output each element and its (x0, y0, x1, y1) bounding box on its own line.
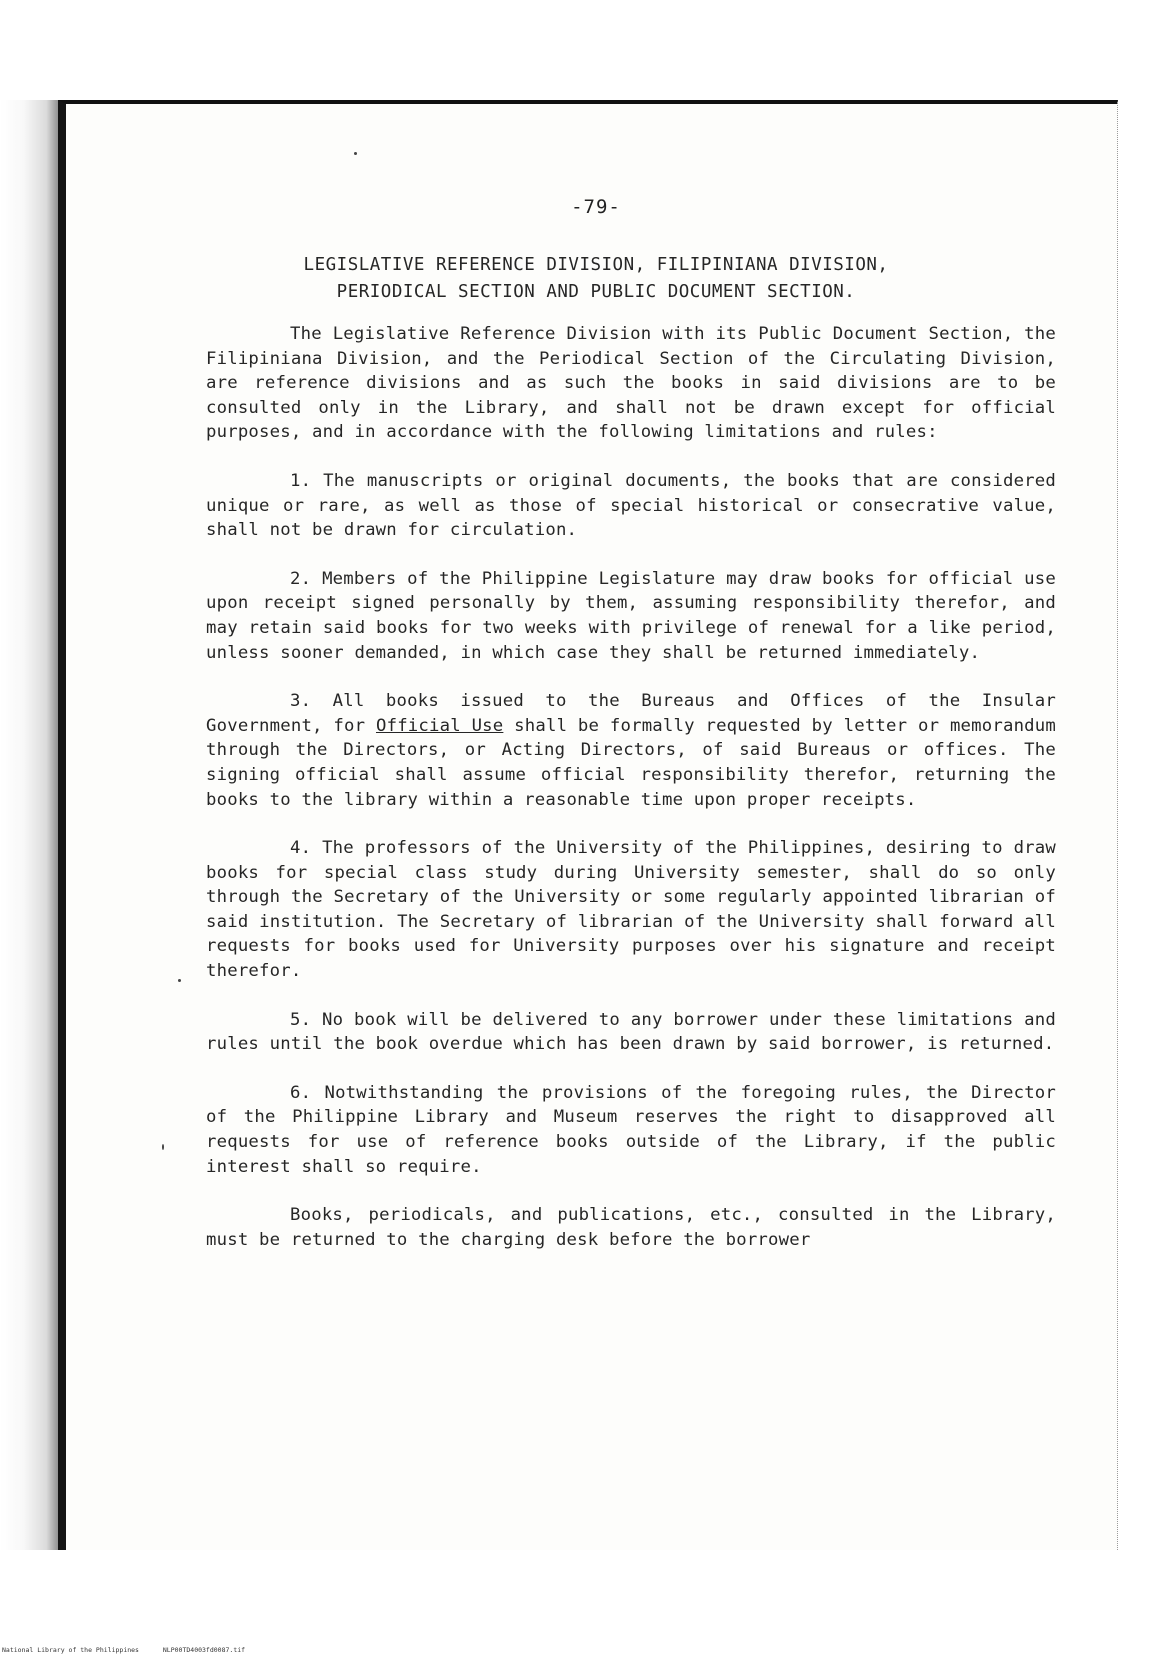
footer-file-id: NLP00TD4003fd0087.tif (162, 1646, 246, 1654)
intro-paragraph: The Legislative Reference Division with its Public Document Section, the Filipiniana Division, and the Periodical Section of the Circulating Division, are reference divisions and as such the books in said divisions are to be consulted only in the Library, and shall not be drawn except for official purposes, and in accordance with the following limitations and rules: (206, 324, 1056, 443)
rule-number: 4. (290, 838, 312, 859)
rule-1 (206, 469, 1056, 543)
rule-2 (206, 567, 1056, 665)
scan-binding-shadow (0, 100, 58, 1550)
rule-text: The manuscripts or original documents, the books that are considered unique or rare, as well as those of special historical or consecrative value, shall not be drawn for circulation. (206, 470, 1056, 541)
rule-number: 2. (290, 568, 312, 589)
rule-4 (206, 836, 1056, 984)
official-use-emphasis: Official Use (375, 715, 504, 736)
scan-speck (178, 979, 181, 982)
scan-speck (354, 152, 357, 155)
rule-6 (206, 1081, 1056, 1179)
scan-footer (2, 1646, 265, 1654)
rule-text: The professors of the University of the Philippines, desiring to draw books for special class study during University semester, shall do so only through the Secretary of the University or some regularly appointed librarian of said institution. The Secretary of librarian of the University shall forward all requests for books used for University purposes over his signature and receipt therefor. (206, 838, 1056, 982)
page-number: -79- (571, 196, 621, 218)
rule-5 (206, 1008, 1056, 1057)
rule-text: No book will be delivered to any borrower under these limitations and rules until the book overdue which has been drawn by said borrower, is returned. (206, 1009, 1056, 1055)
closing-paragraph: Books, periodicals, and publications, etc., consulted in the Library, must be returned to the charging desk before the borrower (206, 1205, 1056, 1250)
rule-text-continued: shall be formally requested by letter or memorandum through the Directors, or Acting Directors, of said Bureaus or offices. The signing official shall assume official responsibility therefor, returning the books to the library within a reasonable time upon proper receipts. (206, 715, 1056, 810)
document-page (58, 100, 1118, 1550)
rule-text: Notwithstanding the provisions of the foregoing rules, the Director of the Philippine Library and Museum reserves the right to disapproved all requests for use of reference books outside of the Library, if the public interest shall so require. (206, 1082, 1057, 1177)
heading-line-2: PERIODICAL SECTION AND PUBLIC DOCUMENT SECTION. (336, 282, 856, 302)
heading-line-1: LEGISLATIVE REFERENCE DIVISION, FILIPINIANA DIVISION, (303, 255, 889, 275)
rule-number: 1. (290, 470, 312, 491)
rule-text: Members of the Philippine Legislature may draw books for official use upon receipt signed personally by them, assuming responsibility therefor, and may retain said books for two weeks with privilege of renewal for a like period, unless sooner demanded, in which case they shall be returned immediately. (206, 568, 1056, 663)
document-body (206, 322, 1056, 1276)
footer-source: National Library of the Philippines (2, 1646, 139, 1654)
rule-number: 5. (290, 1009, 312, 1030)
scan-speck (162, 1144, 164, 1150)
rule-3 (206, 689, 1056, 812)
rule-number: 3. (290, 691, 312, 712)
rule-number: 6. (290, 1082, 312, 1103)
rule-text: All books issued to the Bureaus and Offices of the Insular Government, for (206, 691, 1056, 736)
section-heading (66, 252, 1126, 306)
